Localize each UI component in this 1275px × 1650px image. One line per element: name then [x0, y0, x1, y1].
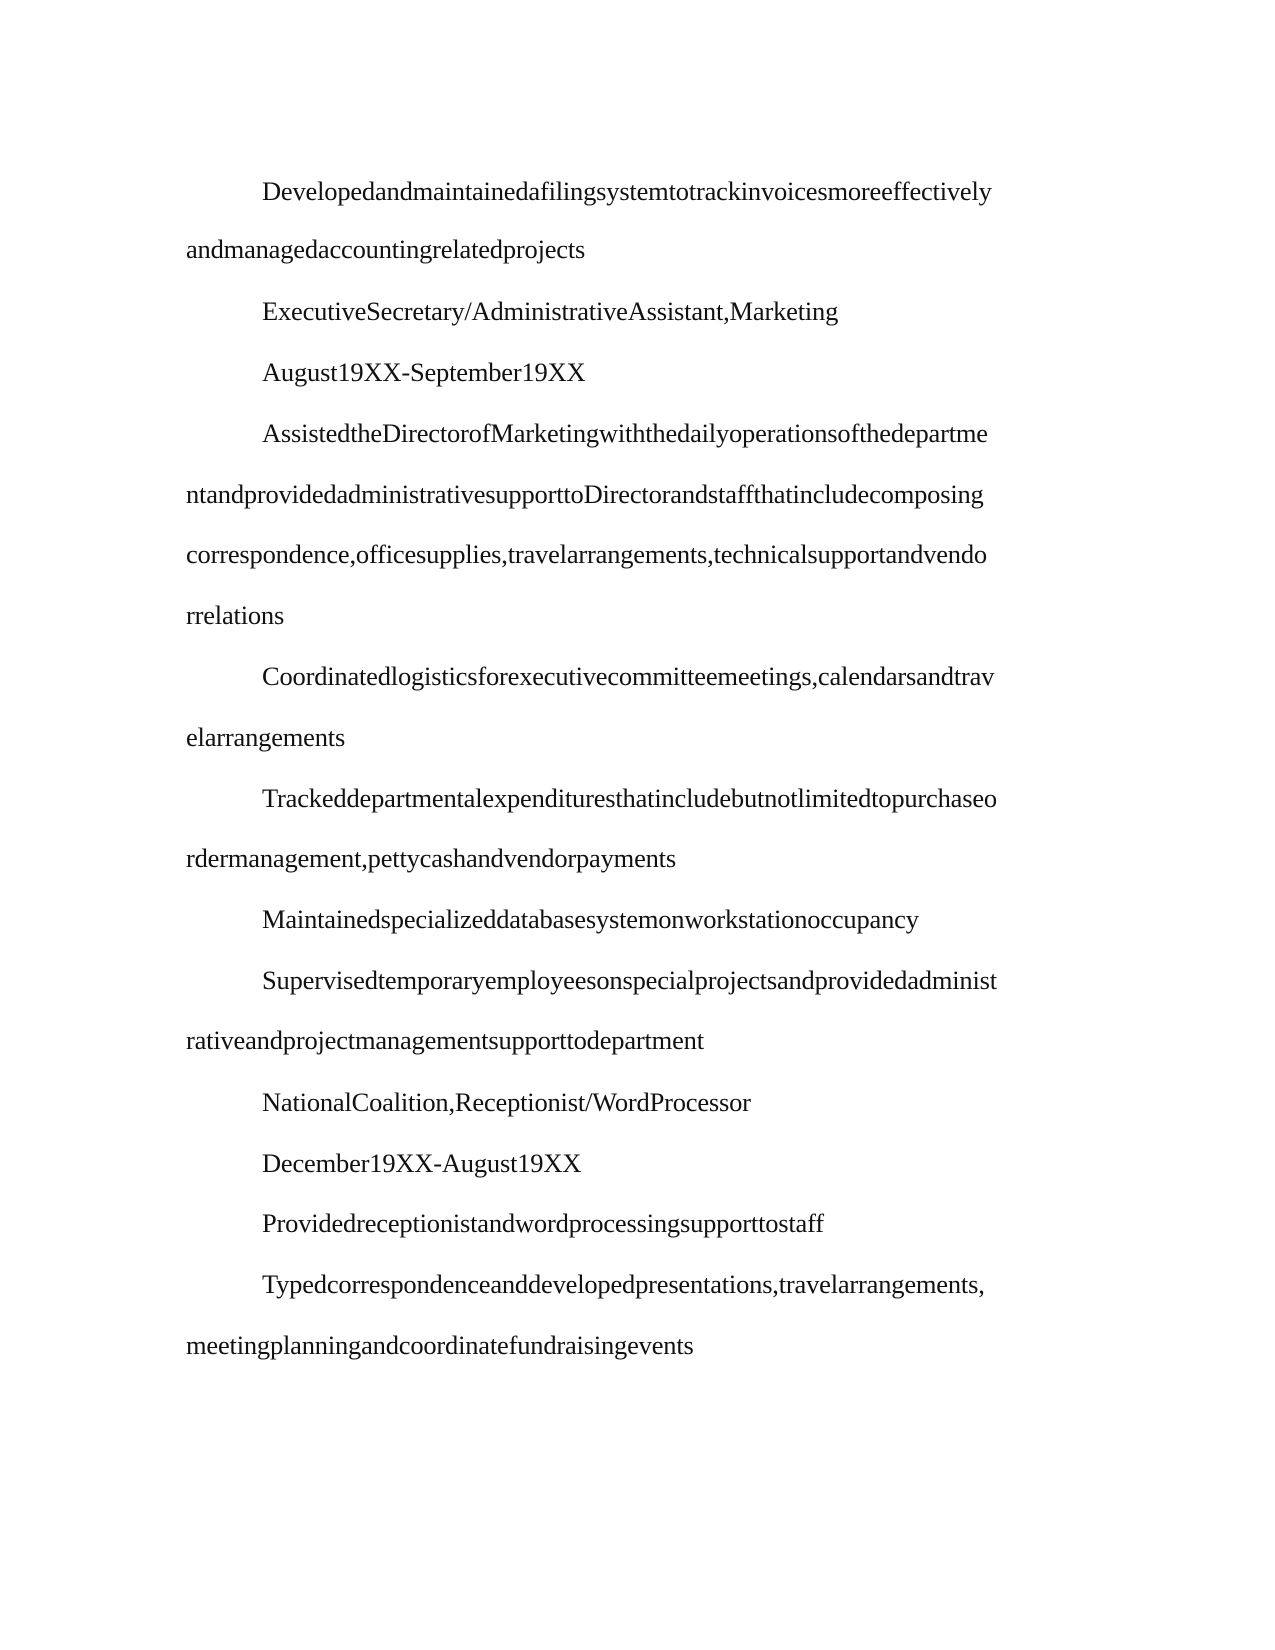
- job-title-line: NationalCoalition,Receptionist/WordProcessor: [262, 1087, 751, 1117]
- text-line: rdermanagement,pettycashandvendorpayments: [186, 843, 676, 873]
- text-line: ntandprovidedadministrativesupporttoDirectorandstaffthatincludecomposing: [186, 479, 984, 509]
- text-line: AssistedtheDirectorofMarketingwiththedailyoperationsofthedepartme: [262, 418, 988, 448]
- text-line: rrelations: [186, 600, 285, 630]
- text-line: meetingplanningandcoordinatefundraisingevents: [186, 1330, 694, 1360]
- text-line: andmanagedaccountingrelatedprojects: [186, 234, 586, 264]
- text-line: Typedcorrespondenceanddevelopedpresentations,travelarrangements,: [262, 1269, 985, 1299]
- text-line: rativeandprojectmanagementsupporttodepartment: [186, 1025, 704, 1055]
- text-line: Trackeddepartmentalexpendituresthatincludebutnotlimitedtopurchaseo: [262, 783, 997, 813]
- job-title-line: ExecutiveSecretary/AdministrativeAssistant,Marketing: [262, 296, 839, 326]
- date-range-line: August19XX-September19XX: [262, 357, 586, 387]
- text-line: Coordinatedlogisticsforexecutivecommitteemeetings,calendarsandtrav: [262, 661, 995, 691]
- text-line: Maintainedspecializeddatabasesystemonworkstationoccupancy: [262, 904, 919, 934]
- date-range-line: December19XX-August19XX: [262, 1148, 582, 1178]
- text-line: correspondence,officesupplies,travelarrangements,technicalsupportandvendo: [186, 539, 987, 569]
- text-line: Providedreceptionistandwordprocessingsupporttostaff: [262, 1208, 824, 1238]
- text-line: elarrangements: [186, 722, 346, 752]
- text-line: Supervisedtemporaryemployeesonspecialprojectsandprovidedadminist: [262, 965, 997, 995]
- text-line: Developedandmaintainedafilingsystemtotrackinvoicesmoreeffectively: [262, 176, 992, 206]
